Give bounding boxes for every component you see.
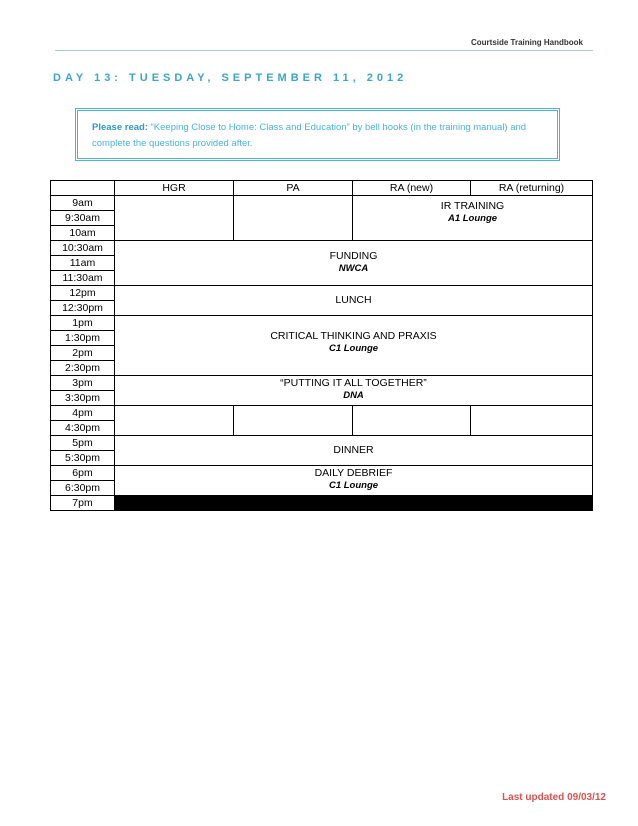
column-header-hgr: HGR: [115, 181, 234, 196]
event-daily-debrief: [115, 466, 593, 496]
time-slot: 10am: [51, 226, 115, 241]
schedule-table: [50, 180, 593, 511]
time-slot: 3pm: [51, 376, 115, 391]
handbook-title: Courtside Training Handbook: [470, 38, 583, 47]
blocked-cell: [471, 496, 593, 511]
time-slot: 1pm: [51, 316, 115, 331]
blocked-cell: [234, 496, 353, 511]
event-putting-together: [115, 376, 593, 406]
event-location: C1 Lounge: [328, 343, 379, 354]
time-slot: 9am: [51, 196, 115, 211]
event-location: DNA: [343, 390, 364, 401]
table-header-row: [51, 181, 593, 196]
event-title: DAILY DEBRIEF: [314, 467, 393, 479]
column-header-time: [51, 181, 115, 196]
empty-cell: [353, 406, 471, 436]
last-updated: Last updated 09/03/12: [502, 792, 606, 803]
header-divider: [55, 50, 593, 51]
empty-cell: [234, 406, 353, 436]
time-slot: 10:30am: [51, 241, 115, 256]
blocked-cell: [115, 496, 234, 511]
event-title: DINNER: [333, 444, 374, 456]
event-title: “PUTTING IT ALL TOGETHER”: [280, 377, 427, 389]
time-slot: 9:30am: [51, 211, 115, 226]
event-location: A1 Lounge: [447, 213, 498, 224]
time-slot: 1:30pm: [51, 331, 115, 346]
time-slot: 11:30am: [51, 271, 115, 286]
empty-cell: [234, 196, 353, 241]
time-slot: 4pm: [51, 406, 115, 421]
blocked-cell: [353, 496, 471, 511]
empty-cell: [115, 406, 234, 436]
time-slot: 6pm: [51, 466, 115, 481]
reading-notice: [75, 108, 560, 161]
notice-text: “Keeping Close to Home: Class and Education” by bell hooks (in the training manual) and complete the questions provided after.: [92, 122, 527, 149]
time-slot: 7pm: [51, 496, 115, 511]
empty-cell: [471, 406, 593, 436]
column-header-ra-new: RA (new): [353, 181, 471, 196]
event-dinner: [115, 436, 593, 466]
event-lunch: [115, 286, 593, 316]
day-title: DAY 13: TUESDAY, SEPTEMBER 11, 2012: [53, 72, 408, 84]
column-header-pa: PA: [234, 181, 353, 196]
notice-prefix: Please read:: [92, 122, 148, 133]
time-slot: 5:30pm: [51, 451, 115, 466]
event-location: C1 Lounge: [328, 480, 379, 491]
event-title: IR TRAINING: [440, 200, 505, 212]
time-slot: 5pm: [51, 436, 115, 451]
event-ir-training: [353, 196, 593, 241]
column-header-ra-returning: RA (returning): [471, 181, 593, 196]
time-slot: 3:30pm: [51, 391, 115, 406]
event-location: NWCA: [338, 263, 369, 274]
time-slot: 12pm: [51, 286, 115, 301]
event-title: FUNDING: [329, 250, 378, 262]
time-slot: 2:30pm: [51, 361, 115, 376]
time-slot: 6:30pm: [51, 481, 115, 496]
event-critical-thinking: [115, 316, 593, 376]
event-title: CRITICAL THINKING AND PRAXIS: [270, 330, 437, 342]
time-slot: 11am: [51, 256, 115, 271]
time-slot: 2pm: [51, 346, 115, 361]
empty-cell: [115, 196, 234, 241]
event-funding: [115, 241, 593, 286]
time-slot: 12:30pm: [51, 301, 115, 316]
time-slot: 4:30pm: [51, 421, 115, 436]
event-title: LUNCH: [335, 294, 372, 306]
